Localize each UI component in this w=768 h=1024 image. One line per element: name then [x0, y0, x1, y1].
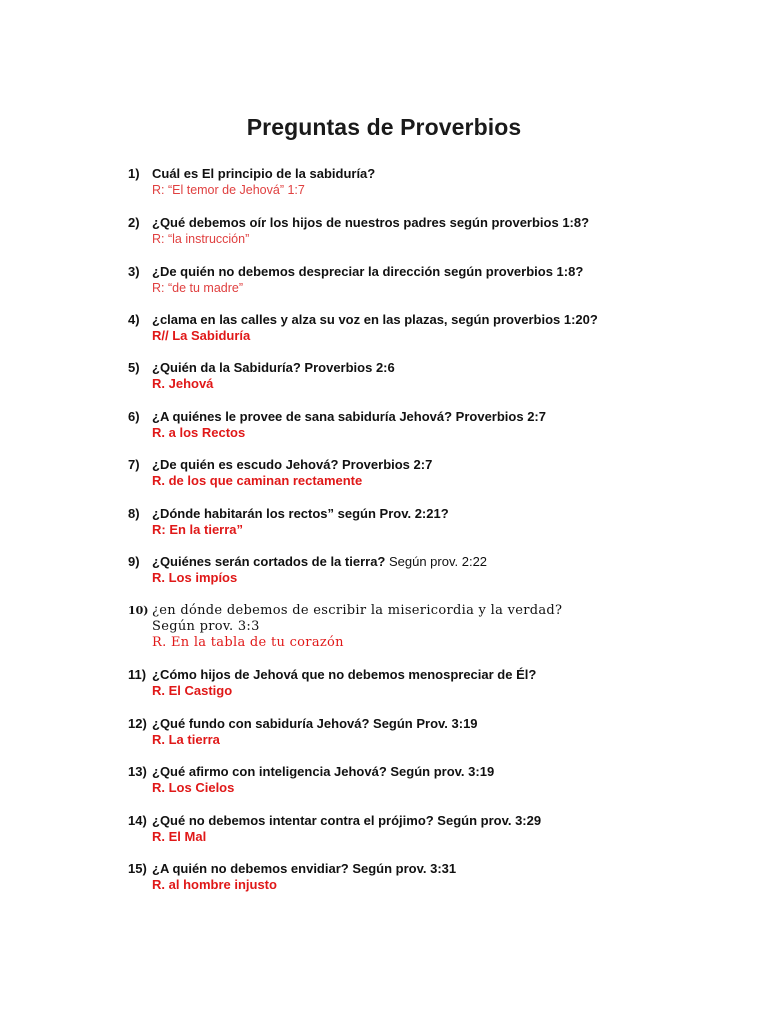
answer-text: R// La Sabiduría [152, 328, 251, 343]
answer-text: R. al hombre injusto [152, 877, 277, 892]
question-text [152, 554, 672, 570]
answer-text: R: “la instrucción” [152, 232, 250, 246]
question-number: 1) [128, 166, 140, 181]
question-text: ¿A quién no debemos envidiar? Según prov. 3:31 [152, 861, 457, 876]
question-text: ¿Qué fundo con sabiduría Jehová? Según Prov. 3:19 [152, 716, 478, 731]
question-number: 7) [128, 457, 140, 472]
question-text: ¿Qué debemos oír los hijos de nuestros padres según proverbios 1:8? [152, 215, 590, 230]
question-number: 15) [128, 861, 147, 876]
answer-text: R: “El temor de Jehová” 1:7 [152, 183, 305, 197]
question-text: ¿De quién no debemos despreciar la dirección según proverbios 1:8? [152, 264, 584, 279]
answer-text: R. Los impíos [152, 570, 238, 585]
question-number: 11) [128, 667, 147, 682]
question-text: ¿en dónde debemos de escribir la misericordia y la verdad? [152, 603, 563, 618]
question-number: 10) [128, 604, 149, 617]
question-text: ¿Qué afirmo con inteligencia Jehová? Según prov. 3:19 [152, 764, 495, 779]
question-number: 4) [128, 312, 140, 327]
question-text: ¿Dónde habitarán los rectos” según Prov. 2:21? [152, 506, 449, 521]
question-text: Cuál es El principio de la sabiduría? [152, 166, 376, 181]
answer-text: R: “de tu madre” [152, 281, 244, 295]
question-number: 14) [128, 813, 147, 828]
question-text: ¿clama en las calles y alza su voz en las plazas, según proverbios 1:20? [152, 312, 598, 327]
question-number: 13) [128, 764, 147, 779]
question-text: ¿Quién da la Sabiduría? Proverbios 2:6 [152, 360, 395, 375]
answer-text: R. Los Cielos [152, 780, 235, 795]
answer-text: R. La tierra [152, 732, 220, 747]
question-text: ¿Qué no debemos intentar contra el prójimo? Según prov. 3:29 [152, 813, 542, 828]
answer-text: R. El Mal [152, 829, 207, 844]
question-number: 2) [128, 215, 140, 230]
question-number: 3) [128, 264, 140, 279]
question-reference: Según prov. 3:3 [152, 619, 260, 634]
answer-text: R. Jehová [152, 376, 214, 391]
question-number: 9) [128, 554, 140, 569]
question-text: ¿A quiénes le provee de sana sabiduría Jehová? Proverbios 2:7 [152, 409, 546, 424]
question-number: 8) [128, 506, 140, 521]
answer-text: R. de los que caminan rectamente [152, 473, 363, 488]
question-reference: Según prov. 2:22 [385, 554, 488, 569]
question-number: 6) [128, 409, 140, 424]
question-number: 12) [128, 716, 147, 731]
question-text: ¿Cómo hijos de Jehová que no debemos menospreciar de Él? [152, 667, 537, 682]
question-text: ¿De quién es escudo Jehová? Proverbios 2:7 [152, 457, 433, 472]
question-number: 5) [128, 360, 140, 375]
page-title: Preguntas de Proverbios [246, 114, 522, 140]
answer-text: R: En la tierra” [152, 522, 244, 537]
answer-text: R. En la tabla de tu corazón [152, 635, 344, 650]
answer-text: R. El Castigo [152, 683, 233, 698]
answer-text: R. a los Rectos [152, 425, 246, 440]
question-text-bold: ¿Quiénes serán cortados de la tierra? [152, 554, 386, 569]
